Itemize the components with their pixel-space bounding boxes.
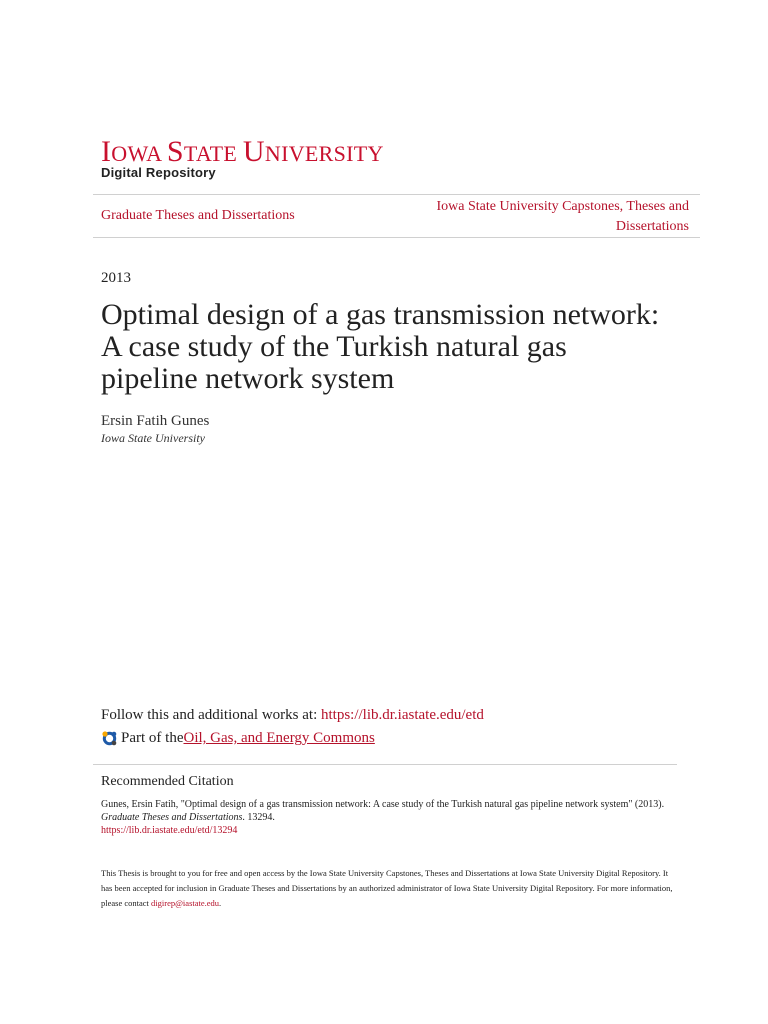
parent-collection-link-text[interactable]: Iowa State University Capstones, Theses and Dissertations xyxy=(436,199,689,234)
author-name: Ersin Fatih Gunes xyxy=(101,413,210,429)
author-affiliation: Iowa State University xyxy=(101,431,205,445)
publication-year: 2013 xyxy=(101,270,131,286)
part-of-text: Part of the xyxy=(121,730,184,746)
collection-link[interactable] xyxy=(101,207,295,225)
access-notice xyxy=(101,866,681,911)
citation-series: Graduate Theses and Dissertations xyxy=(101,812,243,823)
thesis-title: Optimal design of a gas transmission network: A case study of the Turkish natural gas pipeline network system xyxy=(101,298,660,395)
citation-number: . 13294. xyxy=(242,812,275,823)
recommended-citation-heading: Recommended Citation xyxy=(101,774,234,789)
logo-subtitle: Digital Repository xyxy=(101,165,216,180)
notice-text: This Thesis is brought to you for free and open access by the Iowa State University Capstones, Theses and Dissertations at Iowa State University Digital Repository. It has been accepted for inclusion in Graduate Theses and Dissertations by an authorized administrator of Iowa State University Digital Repository. For more information, please contact xyxy=(101,868,673,908)
contact-email-link[interactable]: digirep@iastate.edu xyxy=(151,898,220,908)
citation-url-link[interactable]: https://lib.dr.iastate.edu/etd/13294 xyxy=(101,825,238,836)
collection-link-text[interactable]: Graduate Theses and Dissertations xyxy=(101,208,295,223)
commons-link[interactable]: Oil, Gas, and Energy Commons xyxy=(183,730,375,746)
notice-end: . xyxy=(219,898,222,908)
nav-bottom-divider xyxy=(93,237,700,238)
parent-collection-link[interactable] xyxy=(399,197,689,237)
network-commons-icon xyxy=(101,730,118,747)
citation-divider xyxy=(93,764,677,765)
repository-url-link[interactable]: https://lib.dr.iastate.edu/etd xyxy=(320,707,484,723)
part-of-line xyxy=(101,730,375,747)
follow-line xyxy=(101,707,484,724)
logo-wordmark: IOWA STATE UNIVERSITY xyxy=(101,135,384,168)
nav-top-divider xyxy=(93,194,700,195)
citation-text: Gunes, Ersin Fatih, "Optimal design of a gas transmission network: A case study of the Turkish natural gas pipeline network system" (2013). xyxy=(101,799,665,810)
citation-block xyxy=(101,798,681,837)
follow-text: Follow this and additional works at: xyxy=(101,707,321,723)
